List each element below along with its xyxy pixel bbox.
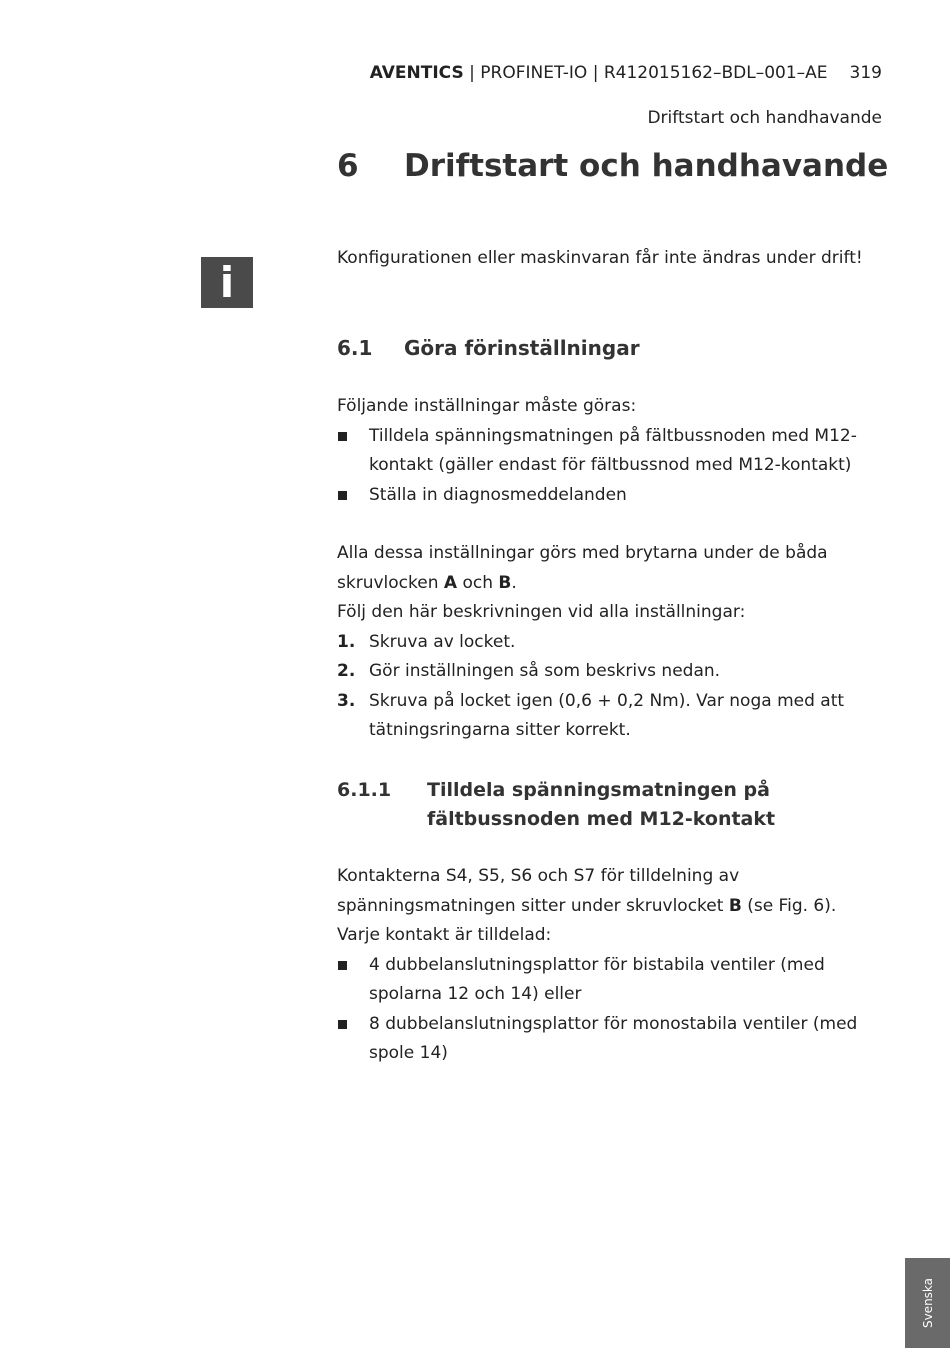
list-item: 2. Gör inställningen så som beskrivs nedan. bbox=[337, 661, 721, 681]
paragraph: Kontakterna S4, S5, S6 och S7 för tilldelning av spänningsmatningen sitter under skruvlocket B (se Fig. 6). bbox=[337, 866, 837, 916]
bullet-icon bbox=[338, 1020, 347, 1029]
section-header: Driftstart och handhavande bbox=[647, 108, 882, 128]
bullet-list bbox=[337, 422, 882, 511]
language-label: Svenska bbox=[920, 1277, 935, 1329]
chapter-number: 6 bbox=[337, 148, 359, 184]
list-item: 1. Skruva av locket. bbox=[337, 631, 516, 652]
list-item: 8 dubbelanslutningsplattor för monostabila ventiler (med spole 14) bbox=[337, 1010, 882, 1069]
info-icon: i bbox=[201, 257, 253, 308]
bullet-icon bbox=[338, 961, 347, 970]
paragraph: Följande inställningar måste göras: bbox=[337, 396, 637, 416]
subsection-heading bbox=[337, 776, 847, 834]
subsection-number: 6.1.1 bbox=[337, 779, 392, 801]
paragraph: Följ den här beskrivningen vid alla inställningar: bbox=[337, 602, 746, 622]
section-heading bbox=[337, 336, 640, 360]
paragraph: Alla dessa inställningar görs med brytarna under de båda skruvlocken A och B. bbox=[337, 543, 828, 593]
paragraph: Varje kontakt är tilldelad: bbox=[337, 925, 552, 945]
section-title: Göra förinställningar bbox=[404, 336, 640, 360]
section-number: 6.1 bbox=[337, 336, 373, 360]
page-number: 319 bbox=[849, 63, 882, 83]
brand-name: AVENTICS bbox=[369, 63, 464, 83]
subsection-body bbox=[337, 862, 882, 1069]
bullet-icon bbox=[338, 491, 347, 500]
info-note-text: Konfigurationen eller maskinvaran får inte ändras under drift! bbox=[337, 248, 863, 268]
language-tab bbox=[905, 1258, 950, 1348]
chapter-title: Driftstart och handhavande bbox=[404, 148, 889, 184]
list-item: 4 dubbelanslutningsplattor för bistabila ventiler (med spolarna 12 och 14) eller bbox=[337, 951, 882, 1010]
chapter-heading bbox=[337, 148, 888, 184]
bullet-icon bbox=[338, 432, 347, 441]
numbered-list bbox=[337, 628, 882, 746]
section-body bbox=[337, 392, 882, 746]
document-info: | PROFINET-IO | R412015162–BDL–001–AE bbox=[463, 63, 828, 83]
running-header bbox=[370, 63, 882, 83]
list-item: Ställa in diagnosmeddelanden bbox=[337, 481, 882, 511]
list-item: 3. Skruva på locket igen (0,6 + 0,2 Nm). Var noga med att tätningsringarna sitter korrekt. bbox=[337, 690, 845, 740]
list-item: Tilldela spänningsmatningen på fältbussnoden med M12-kontakt (gäller endast för fältbussnod med M12-kontakt) bbox=[337, 422, 882, 481]
bullet-list bbox=[337, 951, 882, 1069]
subsection-title: Tilldela spänningsmatningen på fältbussnoden med M12-kontakt bbox=[427, 779, 776, 830]
